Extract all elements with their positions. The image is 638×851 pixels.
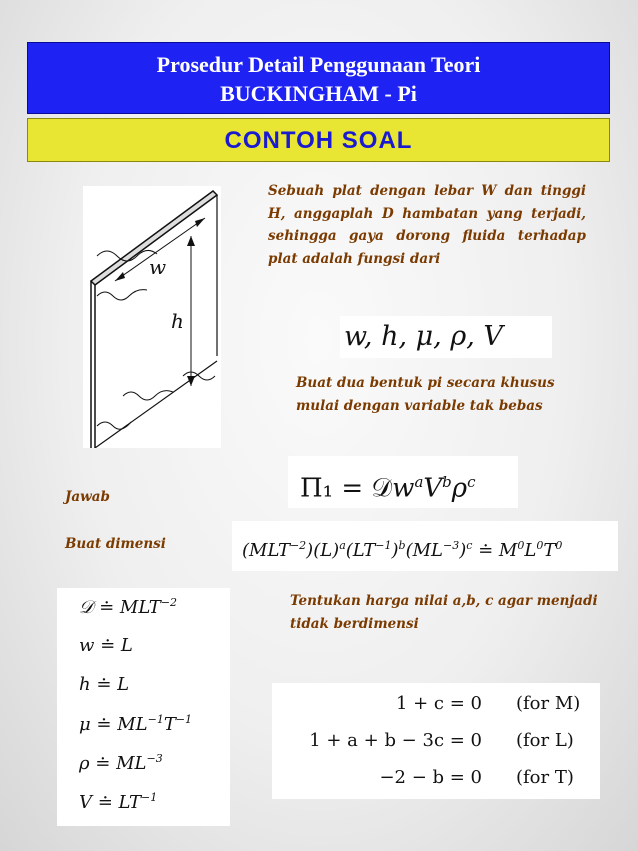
title-line-2: BUCKINGHAM - Pi [220,81,417,106]
equation-lhs: −2 − b = 0 [379,767,482,788]
dim-rest: T [163,714,176,735]
dim-part: ) [391,540,399,561]
dim-base: 𝒟 ≐ MLT [79,597,161,618]
equation-row [272,724,600,758]
equation-tag: (for M) [516,693,581,714]
pi-w: w [392,473,415,504]
pi-rho: ρ [451,473,468,504]
pi-exp-b: b [442,473,452,491]
dim-exp: −1 [375,539,392,552]
dim-part: ) [459,540,467,561]
label-w: w [149,255,167,279]
dim-exp: −2 [289,539,307,552]
dim-exp: −3 [442,539,460,552]
label-buat-dimensi: Buat dimensi [65,536,166,552]
dim-exp: −3 [146,752,163,765]
dim-part: T [543,540,556,561]
equation-tag: (for L) [516,730,574,751]
dim-exp: −1 [141,791,158,804]
dim-exp: b [398,539,406,552]
dim-exp: a [339,539,346,552]
dim-exp: 0 [536,539,544,552]
dimensions-list [57,588,230,826]
dim-part: (LT [345,540,376,561]
dimension-row [79,791,157,813]
plate-figure [83,186,221,448]
equation-row [272,687,600,721]
dim-base: ρ ≐ ML [79,753,147,774]
label-h: h [171,309,184,333]
dimension-row [79,752,163,774]
dim-part: (ML [405,540,443,561]
equation-row [272,761,600,795]
pi-exp-a: a [414,473,424,491]
title-line-1: Prosedur Detail Penggunaan Teori [156,52,481,77]
dimension-row [79,674,129,695]
problem-statement: Sebuah plat dengan lebar W dan tinggi H, anggaplah D hambatan yang terjadi, sehingga gaya dorong fluida terhadap plat adalah fungsi dari [268,183,586,267]
dim-exp: −1 [175,713,193,726]
dim-base: μ ≐ ML [79,714,148,735]
dim-part: )(L) [306,540,340,561]
dimension-equation [232,521,618,571]
equation-lhs: 1 + c = 0 [395,693,482,714]
pi-exp-c: c [467,473,476,491]
dim-base: V ≐ LT [79,792,142,813]
dim-exp: −2 [160,596,178,609]
subtitle-banner: CONTOH SOAL [27,118,610,162]
dim-base: w ≐ L [79,635,133,656]
title-banner [27,42,610,114]
dim-exp: −1 [147,713,164,726]
pi-lhs: Π₁ = [300,473,364,504]
equation-lhs: 1 + a + b − 3c = 0 [309,730,482,751]
dimension-row [79,596,177,618]
dim-exp: 0 [517,539,525,552]
dimension-row [79,713,192,735]
instruction-solve: Tentukan harga nilai a,b, c agar menjadi tidak berdimensi [290,593,598,632]
pi-v: V [423,473,443,504]
plate-diagram-svg [83,186,221,448]
equation-system [272,683,600,799]
equation-tag: (for T) [516,767,574,788]
dimension-row [79,635,133,656]
dim-part: L [524,540,537,561]
pi-d: 𝒟 [371,473,393,504]
dim-base: h ≐ L [79,674,130,695]
dim-part: ≐ M [472,540,518,561]
instruction-pi-form: Buat dua bentuk pi secara khusus mulai dengan variable tak bebas [296,375,555,414]
pi-group-equation [288,456,518,508]
label-jawab: Jawab [65,489,110,505]
dim-exp: c [466,539,473,552]
dim-exp: 0 [555,539,563,552]
variables-box: w, h, μ, ρ, V [340,316,552,358]
dim-part: (MLT [242,540,290,561]
